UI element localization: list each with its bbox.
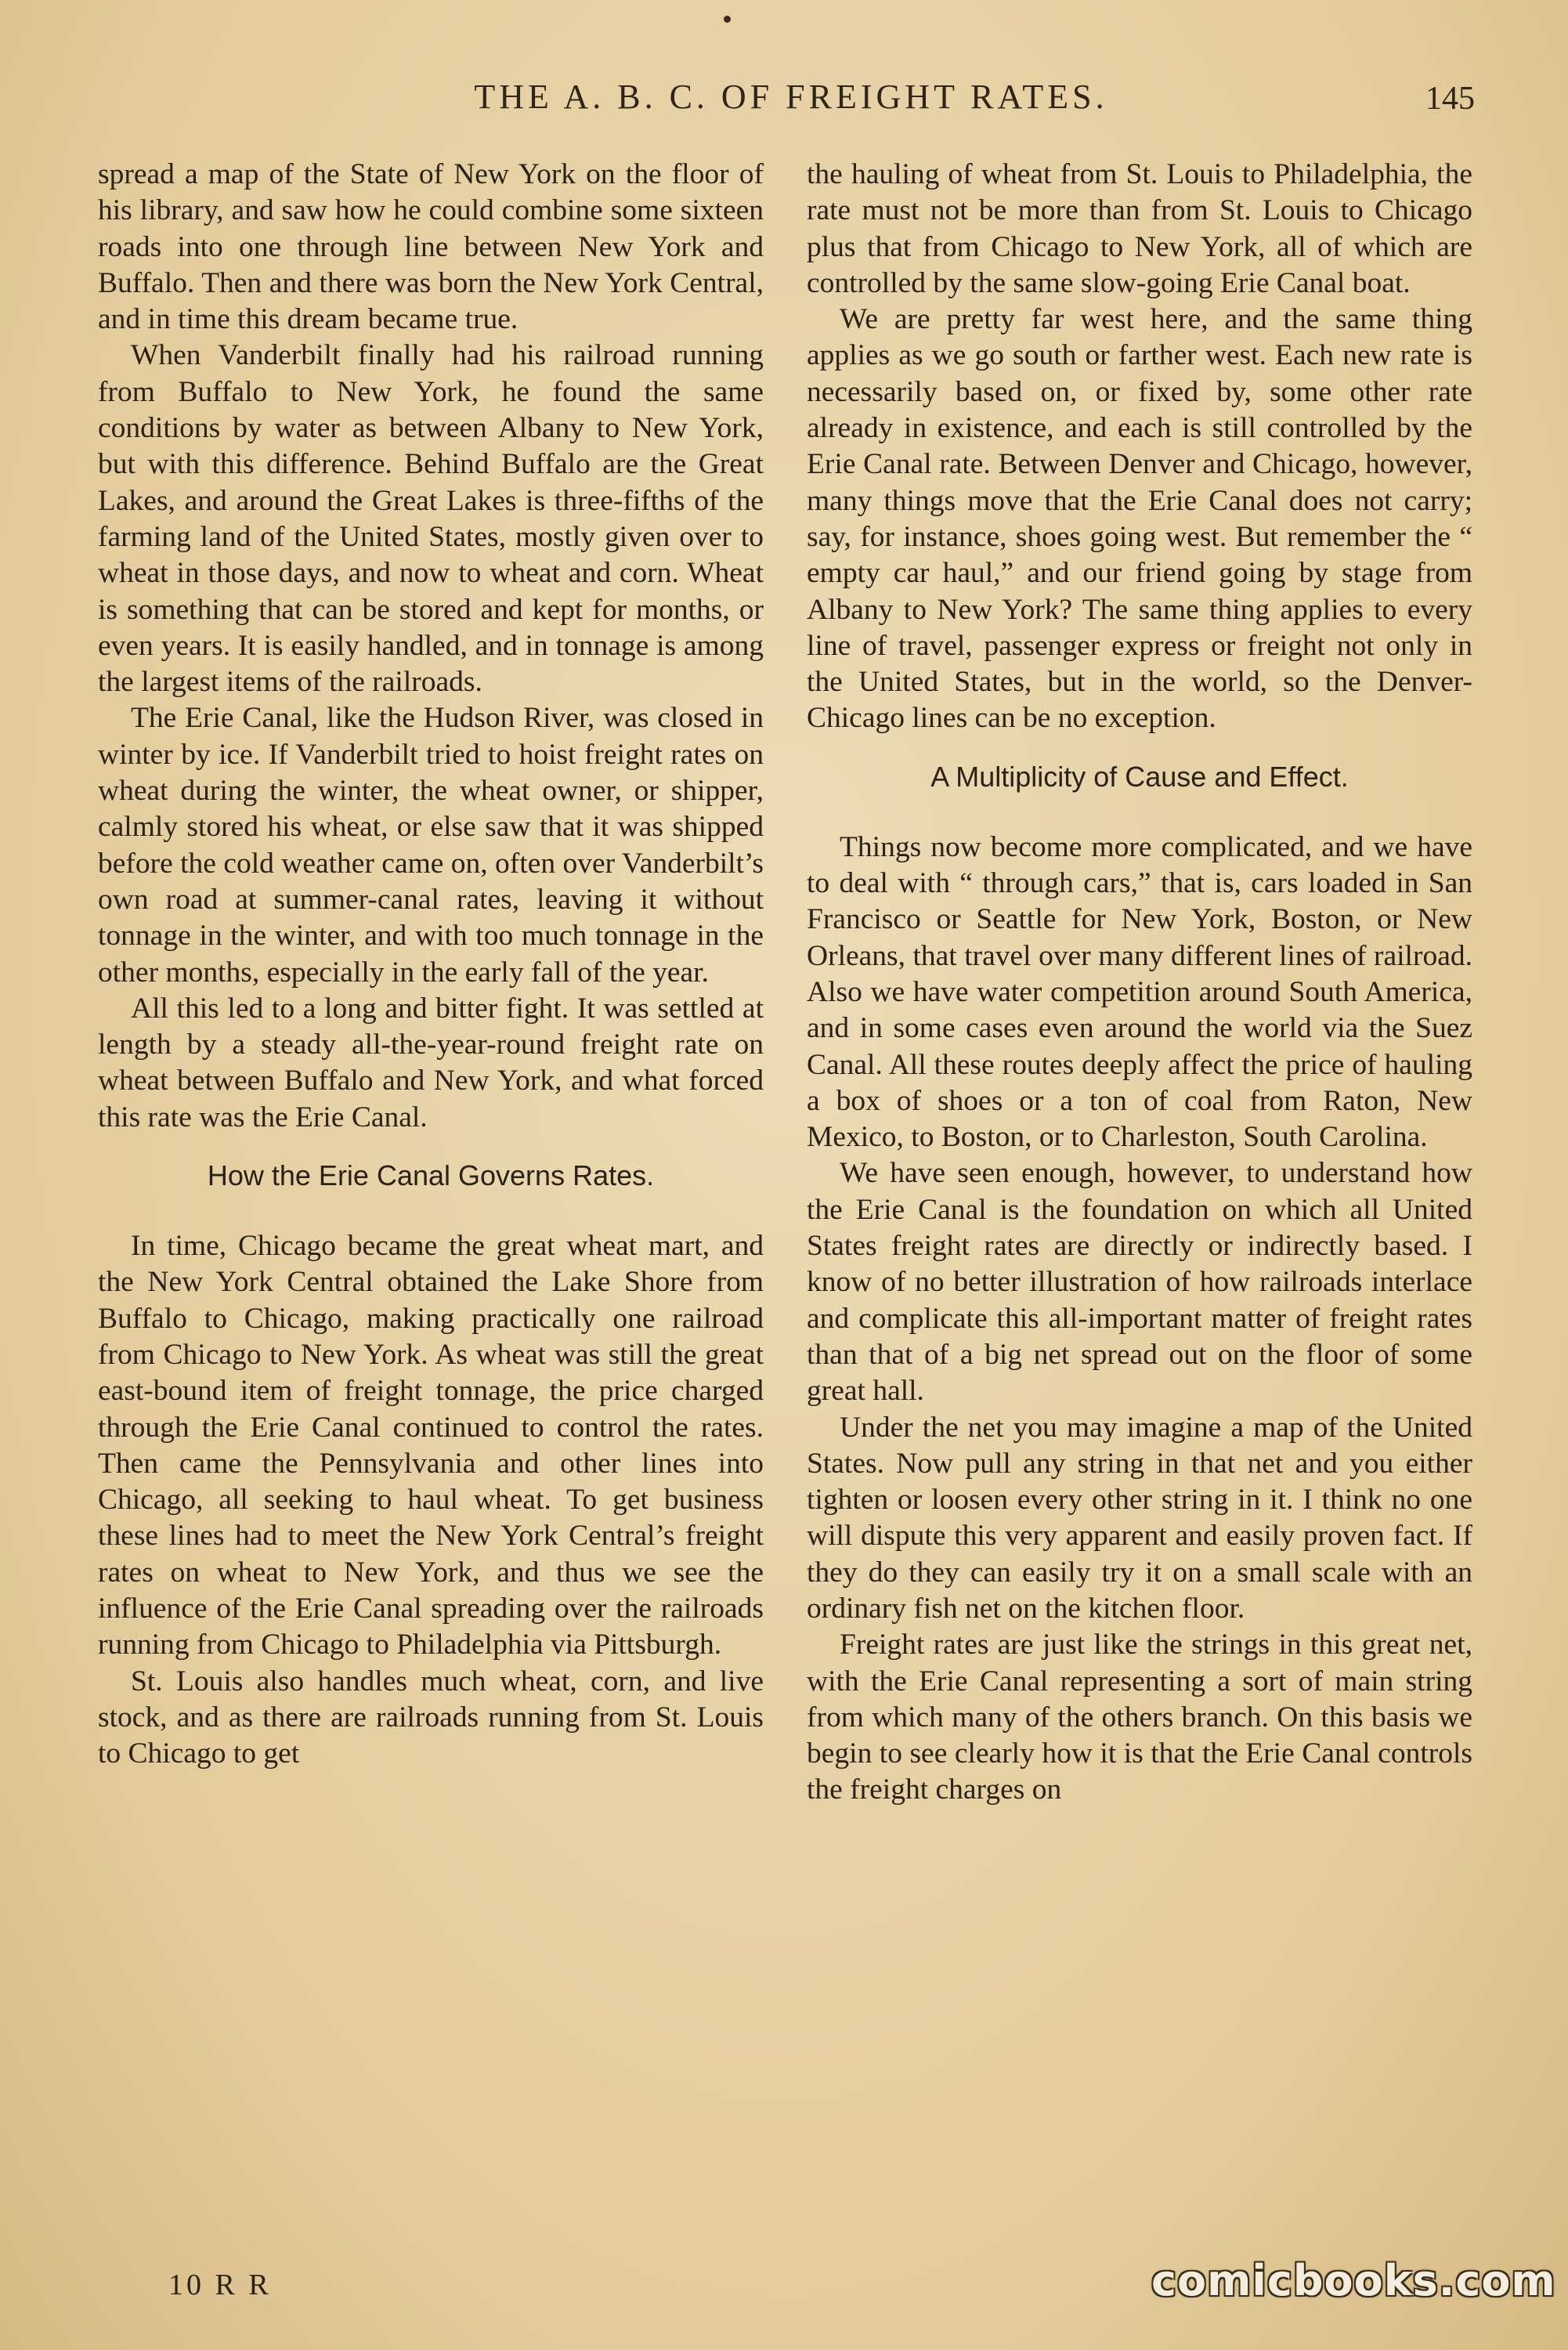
page-number: 145	[1425, 81, 1475, 117]
section-heading: How the Erie Canal Governs Rates.	[207, 1159, 655, 1192]
paragraph: spread a map of the State of New York on the floor of his library, and saw how he could combine some sixteen roads into one through line between New York and Buffalo. Then and there was born the New York Central, and in time this dream became true.	[98, 158, 764, 336]
right-column	[807, 157, 1472, 1809]
paragraph: When Vanderbilt finally had his railroad running from Buffalo to New York, he found the same conditions by water as between Albany to New York, but with this difference. Behind Buffalo are the Great Lakes, and around the Great Lakes is three-fifths of the farming land of the United States, mostly given over to wheat in those days, and now to wheat and corn. Wheat is something that can be stored and kept for months, or even years. It is easily handled, and in tonnage is among the largest items of the railroads.	[98, 339, 764, 699]
paragraph: Freight rates are just like the strings in this great net, with the Erie Canal representing a sort of main string from which many of the others branch. On this basis we begin to see clearly how it is that the Erie Canal controls the freight charges on	[807, 1629, 1472, 1806]
paragraph: Under the net you may imagine a map of the United States. Now pull any string in that net and you either tighten or loosen every other string in it. I think no one will dispute this very apparent and easily proven fact. If they do they can easily try it on a small scale with an ordinary fish net on the kitchen floor.	[807, 1411, 1472, 1625]
paragraph: We are pretty far west here, and the same thing applies as we go south or farther west. Each new rate is necessarily based on, or fixed by, some other rate already in existence, and each is still controlled by the Erie Canal rate. Between Denver and Chicago, however, many things move that the Erie Canal does not carry; say, for instance, shoes going west. But remember the “ empty car haul,” and our friend going by stage from Albany to New York? The same thing applies to every line of travel, passenger express or freight not only in the United States, but in the world, so the Denver-Chicago lines can be no exception.	[807, 303, 1472, 735]
paragraph: All this led to a long and bitter fight. It was settled at length by a steady all-the-year-round freight rate on wheat between Buffalo and New York, and what forced this rate was the Erie Canal.	[98, 992, 764, 1133]
running-head: THE A. B. C. OF FREIGHT RATES.	[474, 78, 1108, 116]
paragraph: the hauling of wheat from St. Louis to Philadelphia, the rate must not be more than from St. Louis to Chicago plus that from Chicago to New York, all of which are controlled by the same slow-going Erie Canal boat.	[807, 158, 1472, 299]
page-header	[0, 77, 1568, 124]
left-column	[98, 157, 764, 1772]
paragraph: In time, Chicago became the great wheat mart, and the New York Central obtained the Lake Shore from Buffalo to Chicago, making practically one railroad from Chicago to New York. As wheat was still the great east-bound item of freight tonnage, the price charged through the Erie Canal continued to control the rates. Then came the Pennsylvania and other lines into Chicago, all seeking to haul wheat. To get business these lines had to meet the New York Central’s freight rates on wheat to New York, and thus we see the influence of the Erie Canal spreading over the railroads running from Chicago to Philadelphia via Pittsburgh.	[98, 1230, 764, 1661]
paragraph: We have seen enough, however, to understand how the Erie Canal is the foundation on which all United States freight rates are directly or indirectly based. I know of no better illustration of how railroads interlace and complicate this all-important matter of freight rates than that of a big net spread out on the floor of some great hall.	[807, 1157, 1472, 1408]
paragraph: Things now become more complicated, and we have to deal with “ through cars,” that is, cars loaded in San Francisco or Seattle for New York, Boston, or New Orleans, that travel over many different lines of railroad. Also we have water competition around South America, and in some cases even around the world via the Suez Canal. All these routes deeply affect the price of hauling a box of shoes or a ton of coal from Raton, New Mexico, to Boston, or to Charleston, South Carolina.	[807, 830, 1472, 1154]
paragraph: St. Louis also handles much wheat, corn, and live stock, and as there are railroads running from St. Louis to Chicago to get	[98, 1665, 764, 1770]
paragraph: The Erie Canal, like the Hudson River, was closed in winter by ice. If Vanderbilt tried to hoist freight rates on wheat during the winter, the wheat owner, or shipper, calmly stored his wheat, or else saw that it was shipped before the cold weather came on, often over Vanderbilt’s own road at summer-canal rates, leaving it without tonnage in the winter, and with too much tonnage in the other months, especially in the early fall of the year.	[98, 702, 764, 989]
signature-mark: 10 R R	[168, 2269, 272, 2301]
watermark: comicbooks.com	[1151, 2256, 1556, 2305]
section-heading: A Multiplicity of Cause and Effect.	[930, 760, 1349, 793]
print-mark	[724, 16, 731, 23]
